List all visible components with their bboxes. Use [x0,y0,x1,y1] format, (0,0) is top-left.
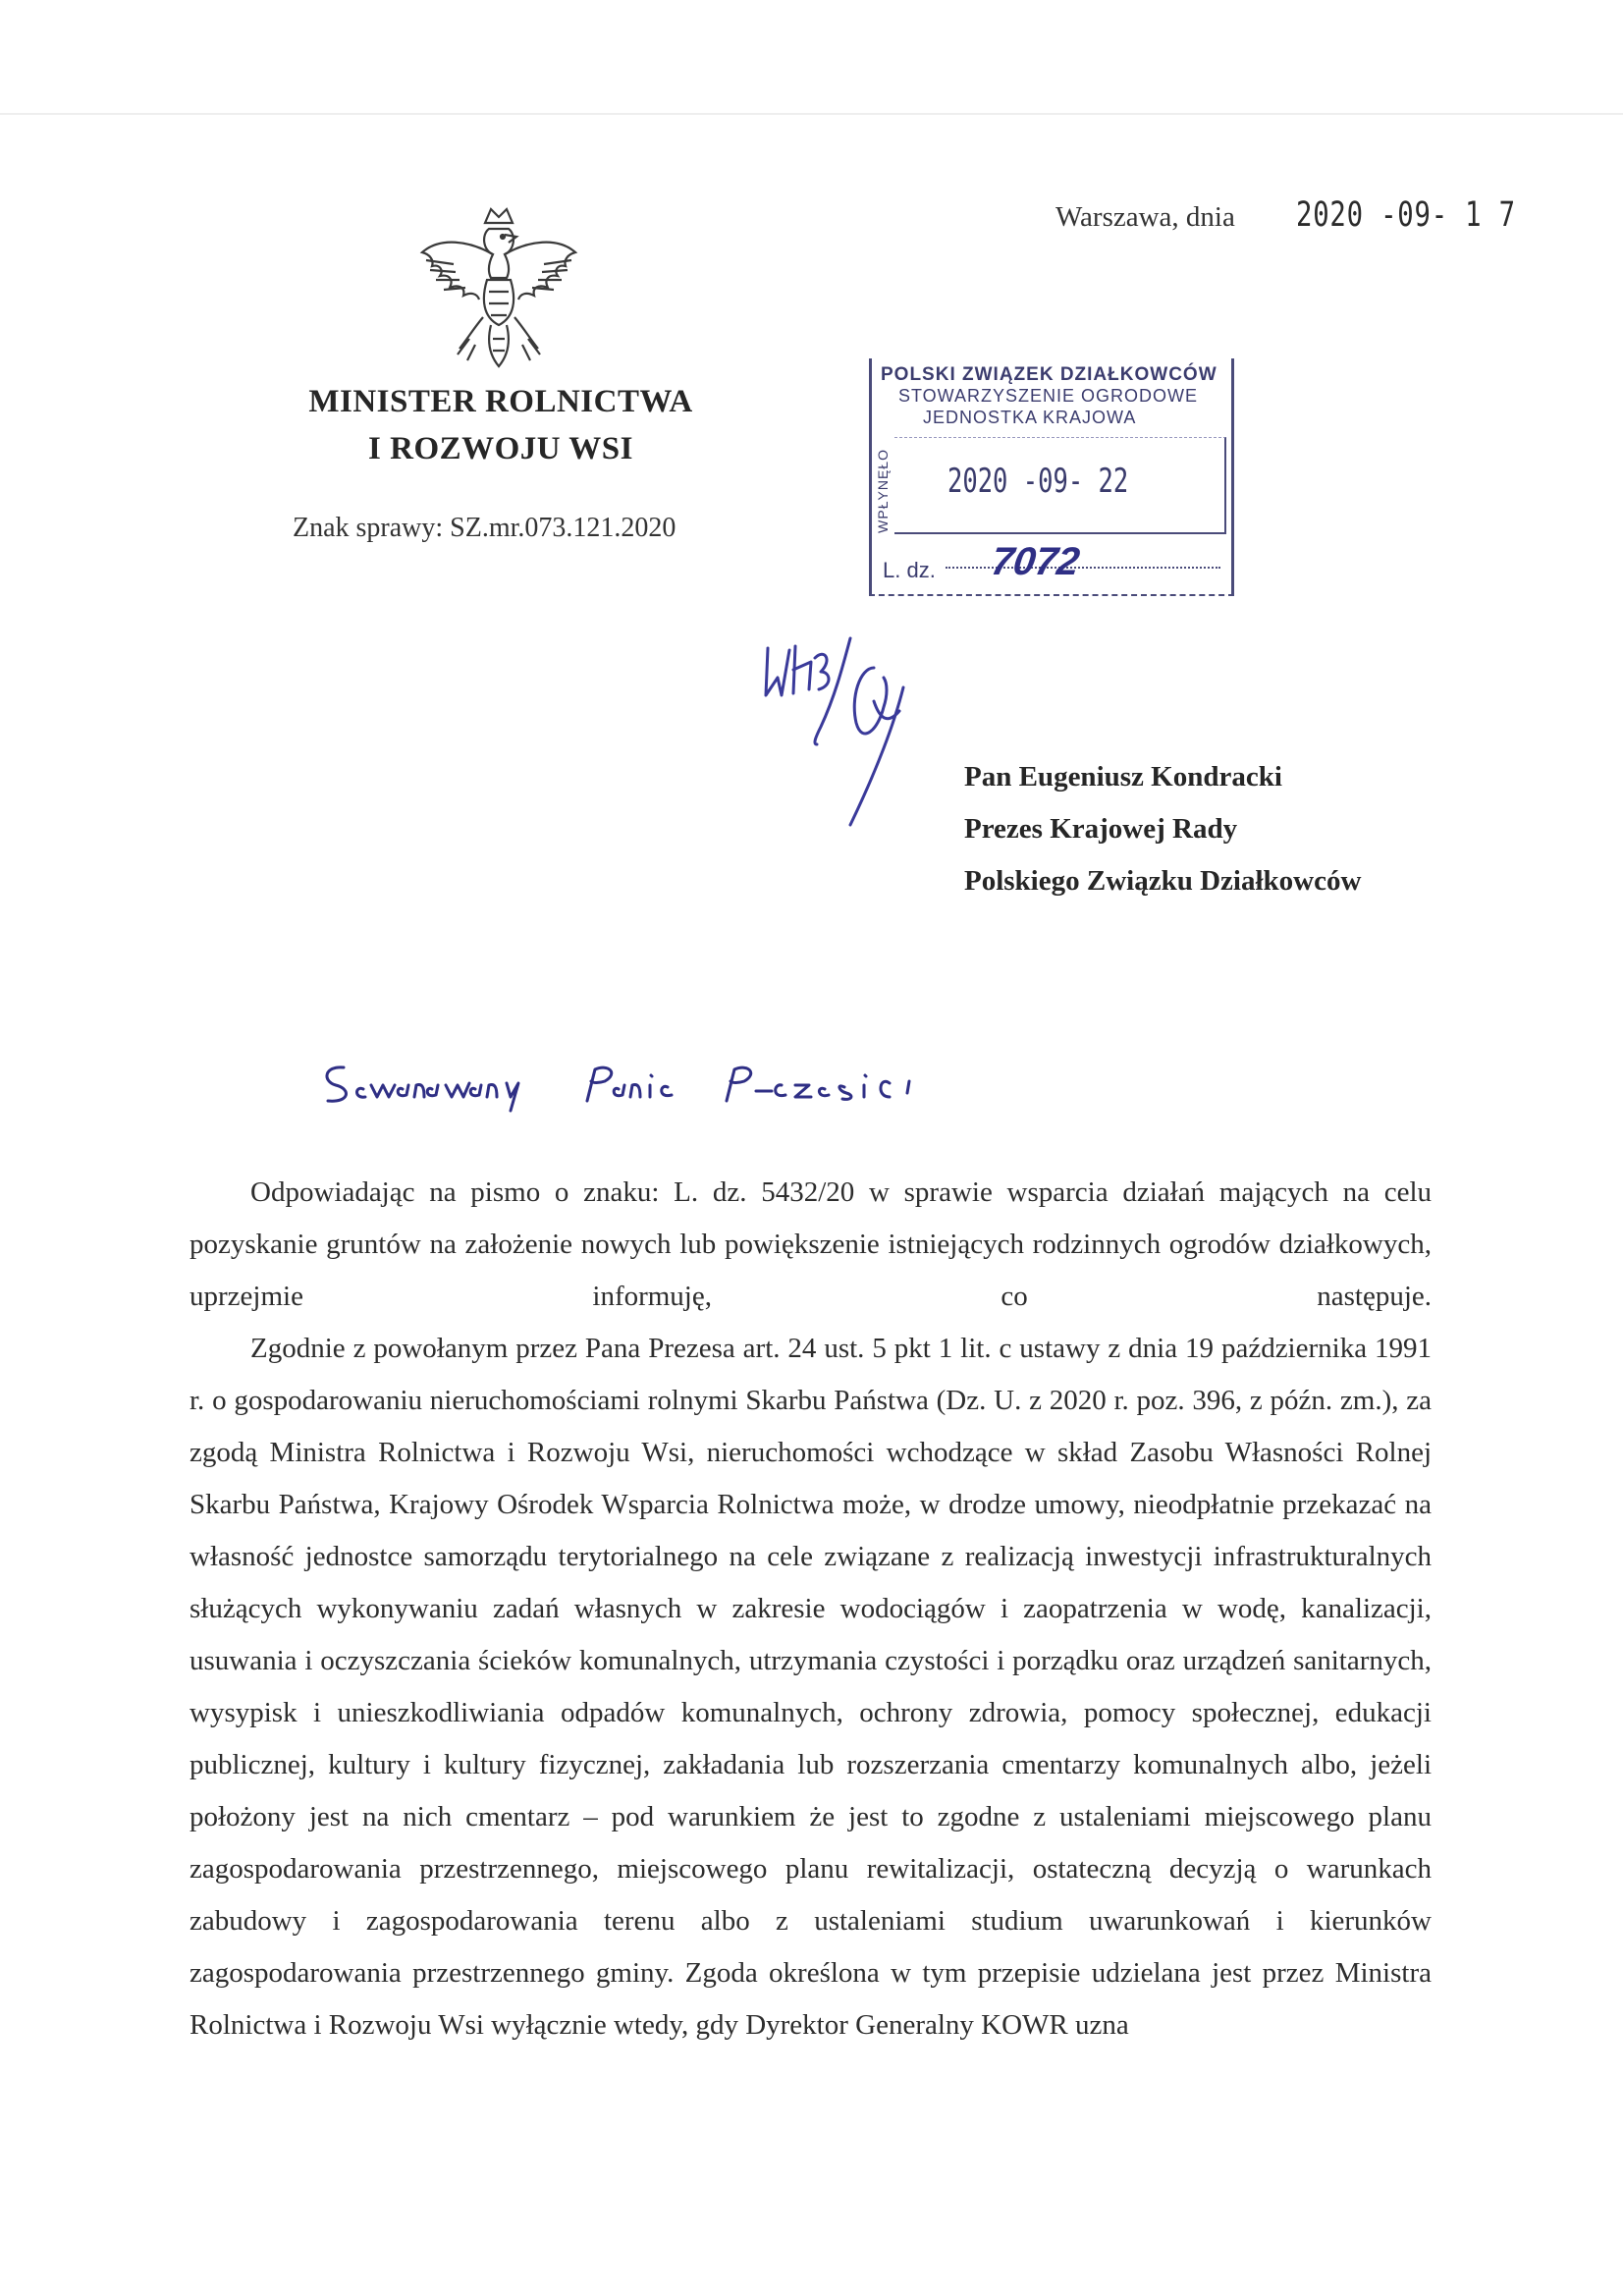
case-reference: Znak sprawy: SZ.mr.073.121.2020 [293,513,676,543]
scan-edge-line [0,113,1623,115]
letter-body [189,1167,1432,2051]
letter-date: 2020 -09- 1 7 [1296,195,1516,235]
polish-eagle-emblem-icon [410,201,587,376]
stamp-ldz-label: L. dz. [883,558,936,582]
recipient-title: Prezes Krajowej Rady [964,813,1238,845]
ministry-heading [265,378,736,472]
recipient-block [964,751,1361,907]
received-stamp [869,358,1232,599]
place-and-date [1055,195,1516,235]
recipient-organization: Polskiego Związku Działkowców [964,865,1362,897]
stamp-received-label: WPŁYNĘŁO [875,449,891,533]
handwritten-annotation-mark [756,629,952,835]
place-label: Warszawa, dnia [1055,201,1235,233]
handwritten-salutation [314,1046,952,1124]
stamp-org-type: STOWARZYSZENIE OGRODOWE [898,386,1199,406]
body-paragraph-2: Zgodnie z powołanym przez Pana Prezesa art. 24 ust. 5 pkt 1 lit. c ustawy z dnia 19 października 1991 r. o gospodarowaniu nieruchomościami rolnymi Skarbu Państwa (Dz. U. z 2020 r. poz. 396, z późn. zm.), za zgodą Ministra Rolnictwa i Rozwoju Wsi, nieruchomości wchodzące w skład Zasobu Własności Rolnej Skarbu Państwa, Krajowy Ośrodek Wsparcia Rolnictwa może, w drodze umowy, nieodpłatnie przekazać na własność jednostce samorządu terytorialnego na cele związane z realizacją inwestycji infrastrukturalnych służących wykonywaniu zadań własnych w zakresie wodociągów i zaopatrzenia w wodę, kanalizacji, usuwania i oczyszczania ścieków komunalnych, utrzymania czystości i porządku oraz urządzeń sanitarnych, wysypisk i unieszkodliwiania odpadów komunalnych, ochrony zdrowia, pomocy społecznej, edukacji publicznej, kultury i kultury fizycznej, zakładania lub rozszerzania cmentarzy komunalnych albo, jeżeli położony jest na nich cmentarz – pod warunkiem że jest to zgodne z ustaleniami miejscowego planu zagospodarowania przestrzennego, miejscowego planu rewitalizacji, ostateczną decyzją o warunkach zabudowy i zagospodarowania terenu albo z ustaleniami studium uwarunkowań i kierunków zagospodarowania przestrzennego gminy. Zgoda określona w tym przepisie udzielana jest przez Ministra Rolnictwa i Rozwoju Wsi wyłącznie wtedy, gdy Dyrektor Generalny KOWR uzna [189,1333,1432,2041]
body-paragraph-1: Odpowiadając na pismo o znaku: L. dz. 5432/20 w sprawie wsparcia działań mających na celu pozyskanie gruntów na założenie nowych lub powiększenie istniejących rodzinnych ogrodów działkowych, uprzejmie informuję, co następuje. [189,1176,1432,1312]
ministry-line-2: I ROZWOJU WSI [368,431,633,466]
stamp-org-name: POLSKI ZWIĄZEK DZIAŁKOWCÓW [881,364,1217,385]
stamp-ldz-dotted-line [946,567,1220,569]
stamp-received-date: 2020 -09- 22 [947,462,1129,501]
stamp-ldz-number: 7072 [988,540,1083,583]
recipient-name: Pan Eugeniusz Kondracki [964,761,1282,793]
ministry-line-1: MINISTER ROLNICTWA [308,384,693,419]
stamp-org-unit: JEDNOSTKA KRAJOWA [923,408,1137,427]
